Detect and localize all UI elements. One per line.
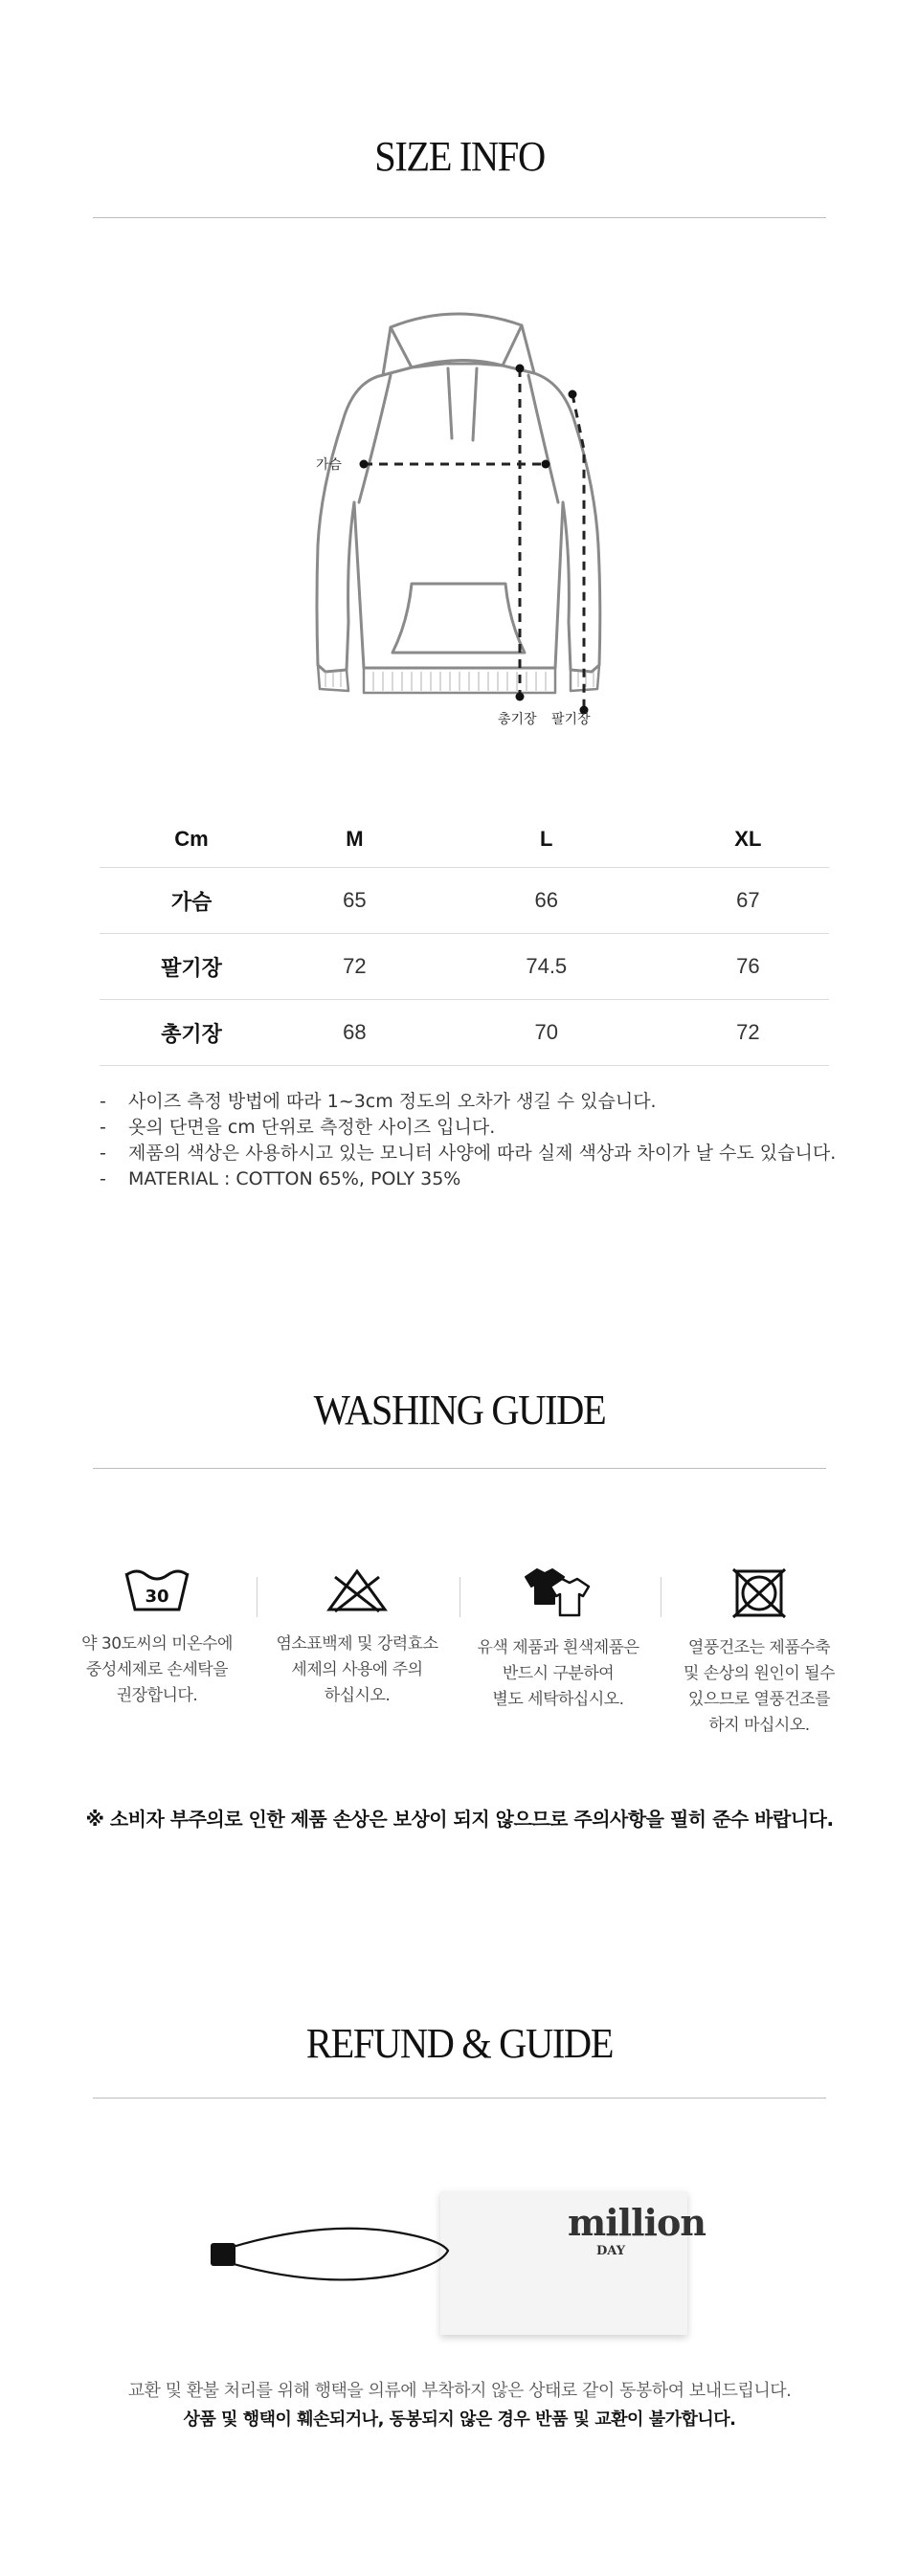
wash-text-line: 있으므로 열풍건조를 (687, 1690, 831, 1709)
bullet: - (100, 1143, 106, 1164)
wash-item (261, 1566, 453, 1709)
header-size-xl: XL (667, 811, 829, 868)
cell: 67 (667, 868, 829, 934)
cell: 68 (283, 1000, 426, 1066)
wash-text-line: 유색 제품과 흰색제품은 (477, 1638, 639, 1657)
list-item: - 사이즈 측정 방법에 따라 1~3cm 정도의 오차가 생길 수 있습니다. (100, 1089, 836, 1115)
header-unit: Cm (100, 811, 283, 868)
refund-warning: 상품 및 행택이 훼손되거나, 동봉되지 않은 경우 반품 및 교환이 불가합니다. (183, 2409, 736, 2430)
wash-text-line: 세제의 사용에 주의 (291, 1660, 423, 1679)
size-table (100, 811, 829, 1066)
wash-text-line: 별도 세탁하십시오. (492, 1690, 624, 1709)
sleeve-length-label: 팔기장 (551, 712, 591, 727)
cell: 74.5 (426, 934, 667, 1000)
cell: 72 (283, 934, 426, 1000)
tag-brand-sub: DAY (596, 2244, 625, 2258)
wash-item (663, 1566, 855, 1739)
wash-text-line: 하지 마십시오. (708, 1716, 810, 1735)
bullet: - (100, 1091, 106, 1112)
table-row (100, 1000, 829, 1066)
table-row (100, 934, 829, 1000)
wash-item (462, 1566, 654, 1713)
washing-guide-title: WASHING GUIDE (313, 1387, 606, 1433)
refund-note: 교환 및 환불 처리를 위해 행택을 의류에 부착하지 않은 상태로 같이 동봉하여 보내드립니다. (127, 2381, 792, 2401)
wash-text-line: 권장합니다. (116, 1686, 198, 1705)
bullet: - (100, 1117, 106, 1138)
wash-divider (257, 1577, 258, 1617)
tag-clip (211, 2243, 235, 2266)
header-size-m: M (283, 811, 426, 868)
refund-footer (0, 2377, 919, 2434)
row-label: 팔기장 (100, 934, 283, 1000)
separate-colors-icon (520, 1566, 596, 1619)
hang-tag-illustration (201, 2182, 718, 2344)
cell: 72 (667, 1000, 829, 1066)
tag-brand: million (568, 2201, 706, 2244)
size-info-title: SIZE INFO (374, 133, 545, 180)
refund-guide-divider (93, 2098, 826, 2099)
washing-guide-divider (93, 1468, 826, 1469)
wash-item (61, 1566, 253, 1709)
size-notes (100, 1089, 836, 1192)
cell: 66 (426, 868, 667, 934)
header-size-l: L (426, 811, 667, 868)
bullet: - (100, 1168, 106, 1189)
wash-30-icon (123, 1566, 191, 1615)
wash-text-line: 하십시오. (324, 1686, 391, 1705)
cell: 76 (667, 934, 829, 1000)
no-tumble-dry-icon (726, 1566, 793, 1619)
table-row (100, 868, 829, 934)
wash-text-line: 염소표백제 및 강력효소 (276, 1634, 438, 1654)
total-length-label: 총기장 (498, 712, 537, 727)
refund-guide-title: REFUND & GUIDE (305, 2020, 614, 2067)
list-item: - 제품의 색상은 사용하시고 있는 모니터 사양에 따라 실제 색상과 차이가 날 수도 있습니다. (100, 1141, 836, 1166)
wash-text-line: 약 30도씨의 미온수에 (81, 1634, 233, 1654)
list-item: - MATERIAL : COTTON 65%, POLY 35% (100, 1166, 836, 1192)
size-info-divider (93, 217, 826, 218)
care-warning: ※ 소비자 부주의로 인한 제품 손상은 보상이 되지 않으므로 주의사항을 필히 준수 바랍니다. (85, 1808, 834, 1831)
list-item: - 옷의 단면을 cm 단위로 측정한 사이즈 입니다. (100, 1115, 836, 1141)
row-label: 가슴 (100, 868, 283, 934)
wash-text-line: 반드시 구분하여 (502, 1664, 615, 1683)
wash-text-line: 및 손상의 원인이 될수 (683, 1664, 835, 1683)
wash-text-line: 중성세제로 손세탁을 (85, 1660, 229, 1679)
chest-label: 가슴 (316, 457, 343, 473)
row-label: 총기장 (100, 1000, 283, 1066)
wash-temp-label: 30 (145, 1587, 169, 1607)
hoodie-measurement-diagram (287, 297, 632, 737)
no-bleach-icon (324, 1566, 391, 1615)
wash-text-line: 열풍건조는 제품수축 (687, 1638, 831, 1657)
cell: 65 (283, 868, 426, 934)
size-table-header (100, 811, 829, 868)
cell: 70 (426, 1000, 667, 1066)
